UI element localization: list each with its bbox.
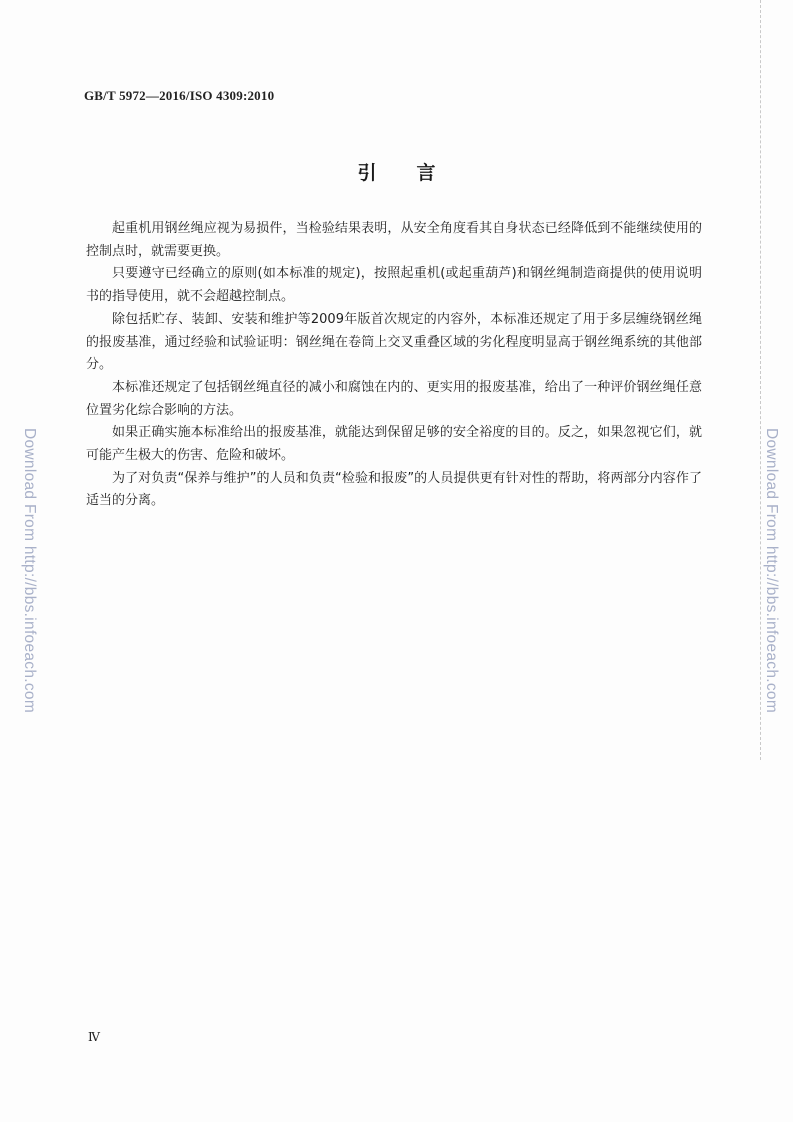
paragraph: 只要遵守已经确立的原则(如本标准的规定)，按照起重机(或起重葫芦)和钢丝绳制造商提供的使用说明书的指导使用，就不会超越控制点。 [86, 266, 702, 305]
paragraph: 起重机用钢丝绳应视为易损件，当检验结果表明，从安全角度看其自身状态已经降低到不能继续使用的控制点时，就需要更换。 [86, 221, 702, 259]
paragraph: 为了对负责“保养与维护”的人员和负责“检验和报废”的人员提供更有针对性的帮助，将两部分内容作了适当的分离。 [86, 470, 702, 509]
scan-edge-divider [760, 0, 761, 760]
watermark-right: Download From http://bbs.infoeach.com [763, 428, 780, 714]
page-number: Ⅳ [88, 1030, 100, 1044]
section-title: 引言 [357, 162, 476, 184]
watermark-left: Download From http://bbs.infoeach.com [21, 428, 38, 714]
paragraph: 如果正确实施本标准给出的报废基准，就能达到保留足够的安全裕度的目的。反之，如果忽视它们，就可能产生极大的伤害、危险和破坏。 [86, 425, 702, 464]
standard-code-header: GB/T 5972—2016/ISO 4309:2010 [84, 88, 275, 103]
paragraph: 本标准还规定了包括钢丝绳直径的减小和腐蚀在内的、更实用的报废基准，给出了一种评价钢丝绳任意位置劣化综合影响的方法。 [86, 379, 702, 418]
paragraph: 除包括贮存、装卸、安装和维护等2009年版首次规定的内容外，本标准还规定了用于多层缠绕钢丝绳的报废基准，通过经验和试验证明：钢丝绳在卷筒上交叉重叠区域的劣化程度明显高于钢丝绳系统的其他部分。 [86, 311, 702, 373]
body-text [86, 218, 702, 513]
